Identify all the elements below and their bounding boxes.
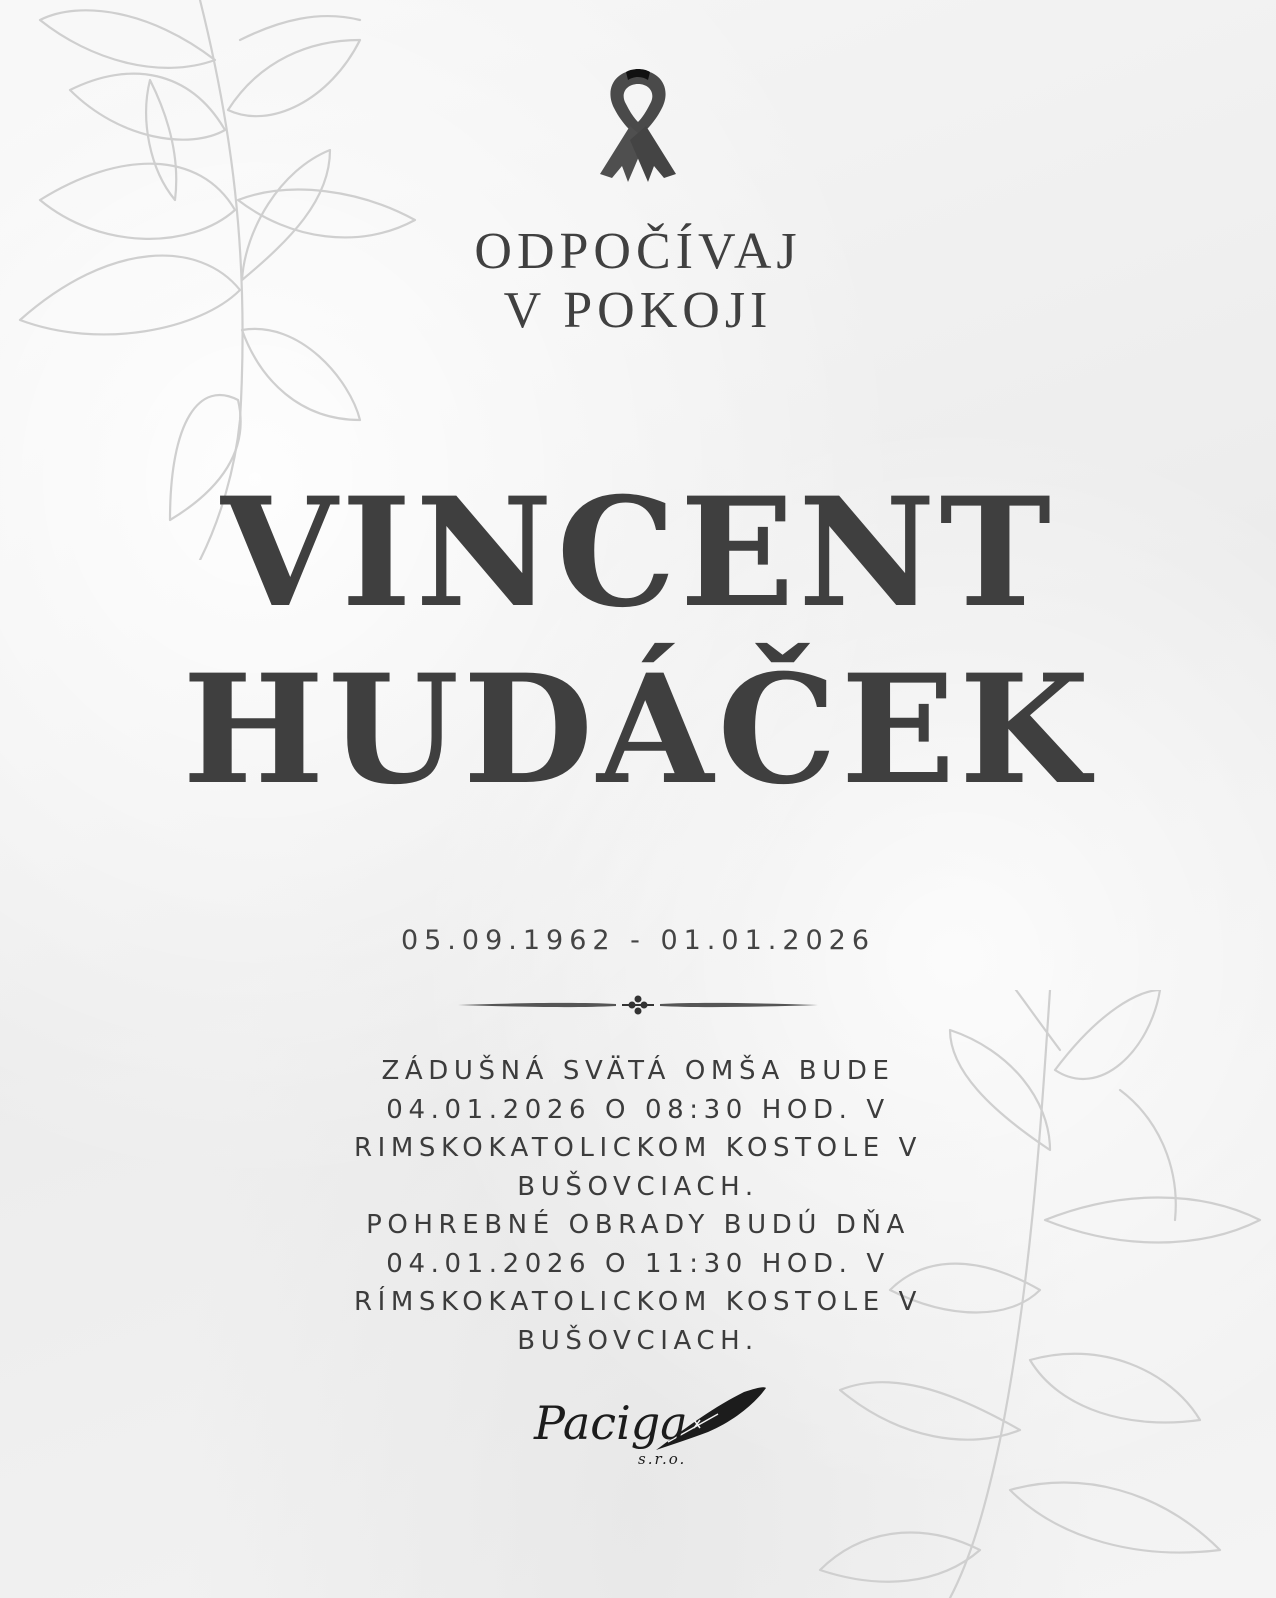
- funeral-notice: [238, 1052, 1038, 1360]
- rest-in-peace-line-2: V POKOJI: [503, 282, 773, 339]
- notice-line: ZÁDUŠNÁ SVÄTÁ OMŠA BUDE: [381, 1056, 895, 1086]
- life-dates: 05.09.1962 - 01.01.2026: [400, 925, 876, 956]
- ornament-divider-icon: [458, 994, 818, 1016]
- notice-line: RÍMSKOKATOLICKOM KOSTOLE V: [353, 1287, 923, 1317]
- notice-line: BUŠOVCIACH.: [517, 1171, 759, 1202]
- deceased-first-name: VINCENT: [220, 465, 1056, 641]
- logo-name: Paciga: [534, 1396, 688, 1450]
- logo-suffix: s.r.o.: [638, 1450, 687, 1468]
- mourning-ribbon-icon: [598, 62, 678, 186]
- deceased-last-name: HUDÁČEK: [182, 642, 1094, 818]
- rest-in-peace-line-1: ODPOČÍVAJ: [474, 223, 802, 280]
- notice-line: BUŠOVCIACH.: [517, 1325, 759, 1356]
- notice-line: RIMSKOKATOLICKOM KOSTOLE V: [353, 1133, 923, 1163]
- notice-line: POHREBNÉ OBRADY BUDÚ DŇA: [366, 1210, 910, 1240]
- notice-line: 04.01.2026 O 11:30 HOD. V: [386, 1248, 890, 1279]
- notice-line: 04.01.2026 O 08:30 HOD. V: [386, 1094, 890, 1125]
- company-logo: [528, 1384, 768, 1484]
